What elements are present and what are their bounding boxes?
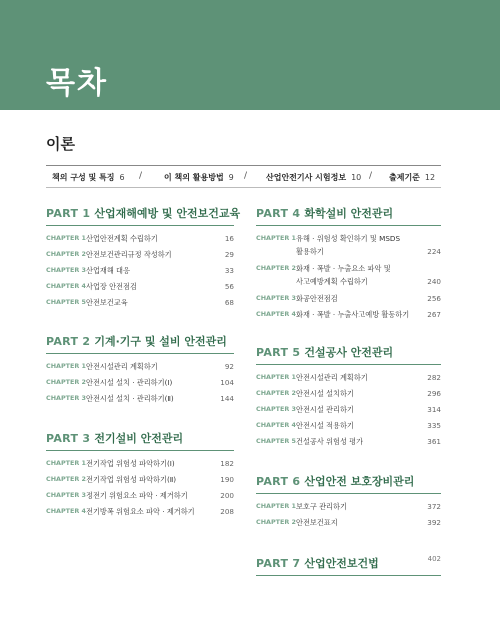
chapter-title: 안전시설관리 계획하기	[296, 373, 368, 382]
part-heading[interactable]	[256, 470, 441, 494]
chapter-title: 안전시설 설치 · 관리하기(Ⅰ)	[86, 378, 173, 387]
part-number: PART 6	[256, 475, 301, 488]
chapter-entry[interactable]	[256, 371, 441, 387]
chapter-entry[interactable]	[46, 457, 234, 473]
toc-part	[256, 202, 441, 324]
toc-part	[256, 552, 441, 576]
chapter-label: CHAPTER 1	[256, 373, 296, 381]
chapter-page: 29	[224, 250, 234, 259]
chapter-title: 안전시설관리 계획하기	[86, 362, 158, 371]
chapter-page: 335	[427, 421, 441, 430]
part-page: 402	[427, 555, 441, 563]
intro-item-page: 9	[228, 173, 234, 182]
chapter-page: 16	[224, 234, 234, 243]
chapter-title: 안전시설 설치 · 관리하기(Ⅱ)	[86, 394, 174, 403]
chapter-label: CHAPTER 3	[46, 266, 86, 274]
chapter-label: CHAPTER 3	[46, 491, 86, 499]
part-title: 산업안전보건법	[304, 557, 379, 570]
intro-item[interactable]	[389, 172, 435, 183]
chapter-entry[interactable]	[256, 232, 441, 262]
chapter-label: CHAPTER 1	[256, 502, 296, 510]
chapter-label: CHAPTER 2	[256, 389, 296, 397]
chapter-title: 산업안전계획 수립하기	[86, 234, 158, 243]
chapter-page: 296	[427, 389, 441, 398]
chapter-entry[interactable]	[46, 489, 234, 505]
chapter-page: 208	[220, 507, 234, 516]
intro-item-page: 6	[119, 173, 125, 182]
chapter-entry[interactable]	[46, 232, 234, 248]
chapter-label: CHAPTER 1	[46, 362, 86, 370]
toc-part	[46, 330, 234, 408]
intro-item-title: 이 책의 활용방법	[164, 173, 224, 182]
chapter-label: CHAPTER 3	[256, 405, 296, 413]
chapter-entry[interactable]	[46, 296, 234, 312]
chapter-title-line: 화재 · 폭발 · 누출요소 파악 및	[296, 264, 391, 273]
chapter-entry[interactable]	[256, 403, 441, 419]
chapter-label: CHAPTER 3	[256, 294, 296, 302]
chapter-title: 산업재해 대응	[86, 266, 130, 275]
chapter-page: 372	[427, 502, 441, 511]
chapter-entry[interactable]	[46, 392, 234, 408]
chapter-title: 건설공사 위험성 평가	[296, 437, 364, 446]
chapter-entry[interactable]	[256, 500, 441, 516]
intro-item-page: 12	[424, 173, 436, 182]
chapter-title: 전기작업 위험성 파악하기(Ⅱ)	[86, 475, 177, 484]
part-title: 산업재해예방 및 안전보건교육	[94, 207, 241, 220]
part-number: PART 2	[46, 335, 91, 348]
part-number: PART 5	[256, 346, 301, 359]
part-heading[interactable]	[256, 552, 441, 576]
part-number: PART 1	[46, 207, 91, 220]
chapter-page: 68	[224, 298, 234, 307]
part-heading[interactable]	[46, 427, 234, 451]
chapter-page: 33	[224, 266, 234, 275]
part-title: 산업안전 보호장비관리	[304, 475, 415, 488]
chapter-entry[interactable]	[256, 435, 441, 451]
section-label: 이론	[46, 135, 75, 153]
intro-item[interactable]	[164, 172, 234, 183]
chapter-title: 안전보건교육	[86, 298, 128, 307]
chapter-entry[interactable]	[46, 505, 234, 521]
chapter-page: 144	[220, 394, 234, 403]
part-number: PART 7	[256, 557, 301, 570]
chapter-entry[interactable]	[256, 292, 441, 308]
part-heading[interactable]	[46, 330, 234, 354]
chapter-title: 사업장 안전점검	[86, 282, 137, 291]
chapter-page: 224	[427, 247, 441, 256]
chapter-label: CHAPTER 2	[256, 264, 296, 272]
chapter-title: 안전보건표지	[296, 518, 338, 527]
chapter-page: 104	[220, 378, 234, 387]
chapter-label: CHAPTER 3	[46, 394, 86, 402]
chapter-label: CHAPTER 4	[256, 421, 296, 429]
separator: /	[369, 171, 373, 181]
chapter-label: CHAPTER 4	[46, 282, 86, 290]
part-number: PART 3	[46, 432, 91, 445]
chapter-entry[interactable]	[256, 387, 441, 403]
chapter-page: 392	[427, 518, 441, 527]
intro-item-title: 책의 구성 및 특징	[52, 173, 115, 182]
chapter-title: 화공안전점검	[296, 294, 338, 303]
chapter-entry[interactable]	[46, 248, 234, 264]
chapter-title: 보호구 관리하기	[296, 502, 347, 511]
chapter-label: CHAPTER 5	[256, 437, 296, 445]
chapter-entry[interactable]	[46, 360, 234, 376]
chapter-title: 안전보건관리규정 작성하기	[86, 250, 172, 259]
intro-item[interactable]	[52, 172, 125, 183]
intro-item-title: 산업안전기사 시험정보	[266, 173, 347, 182]
separator: /	[139, 171, 143, 181]
header-banner	[0, 0, 500, 110]
part-heading[interactable]	[256, 202, 441, 226]
chapter-label: CHAPTER 5	[46, 298, 86, 306]
chapter-page: 267	[427, 310, 441, 319]
toc-part	[46, 427, 234, 521]
chapter-title: 화재 · 폭발 · 누출사고예방 활동하기	[296, 310, 410, 319]
intro-item-page: 10	[351, 173, 362, 182]
part-heading[interactable]	[256, 341, 441, 365]
chapter-label: CHAPTER 1	[46, 234, 86, 242]
chapter-label: CHAPTER 4	[46, 507, 86, 515]
part-title: 전기설비 안전관리	[94, 432, 184, 445]
part-title: 건설공사 안전관리	[304, 346, 394, 359]
chapter-title: 전기작업 위험성 파악하기(Ⅰ)	[86, 459, 175, 468]
separator: /	[244, 171, 248, 181]
toc-part	[46, 202, 241, 312]
chapter-label: CHAPTER 2	[46, 250, 86, 258]
chapter-title-line: 사고예방계획 수립하기	[296, 277, 368, 286]
part-title: 기계·기구 및 설비 안전관리	[94, 335, 227, 348]
part-number: PART 4	[256, 207, 301, 220]
intro-bar	[46, 165, 441, 188]
toc-part	[256, 470, 441, 532]
chapter-page: 361	[427, 437, 441, 446]
chapter-label: CHAPTER 4	[256, 310, 296, 318]
chapter-page: 240	[427, 277, 441, 286]
chapter-page: 182	[220, 459, 234, 468]
chapter-entry[interactable]	[256, 419, 441, 435]
chapter-page: 314	[427, 405, 441, 414]
chapter-label: CHAPTER 2	[256, 518, 296, 526]
toc-part	[256, 341, 441, 451]
chapter-title: 안전시설 관리하기	[296, 405, 354, 414]
chapter-label: CHAPTER 1	[256, 234, 296, 242]
chapter-page: 200	[220, 491, 234, 500]
page-title: 목차	[46, 66, 108, 101]
chapter-title-line: 유해 · 위험성 확인하기 및 MSDS	[296, 234, 401, 243]
intro-item-title: 출제기준	[389, 173, 420, 182]
chapter-title-line: 활용하기	[296, 247, 324, 256]
chapter-label: CHAPTER 1	[46, 459, 86, 467]
chapter-title: 안전시설 적용하기	[296, 421, 354, 430]
chapter-page: 92	[224, 362, 234, 371]
part-heading[interactable]	[46, 202, 241, 226]
chapter-page: 282	[427, 373, 441, 382]
chapter-title: 안전시설 설치하기	[296, 389, 354, 398]
chapter-entry[interactable]	[46, 376, 234, 392]
chapter-entry[interactable]	[46, 473, 234, 489]
chapter-entry[interactable]	[46, 280, 234, 296]
chapter-label: CHAPTER 2	[46, 378, 86, 386]
chapter-entry[interactable]	[256, 516, 441, 532]
chapter-page: 190	[220, 475, 234, 484]
chapter-page: 256	[427, 294, 441, 303]
part-title: 화학설비 안전관리	[304, 207, 394, 220]
chapter-entry[interactable]	[46, 264, 234, 280]
intro-item[interactable]	[266, 172, 361, 183]
chapter-page: 56	[224, 282, 234, 291]
chapter-entry[interactable]	[256, 308, 441, 324]
chapter-label: CHAPTER 2	[46, 475, 86, 483]
chapter-title: 전기방폭 위험요소 파악 · 제거하기	[86, 507, 195, 516]
chapter-entry[interactable]	[256, 262, 441, 292]
chapter-title: 정전기 위험요소 파악 · 제거하기	[86, 491, 188, 500]
